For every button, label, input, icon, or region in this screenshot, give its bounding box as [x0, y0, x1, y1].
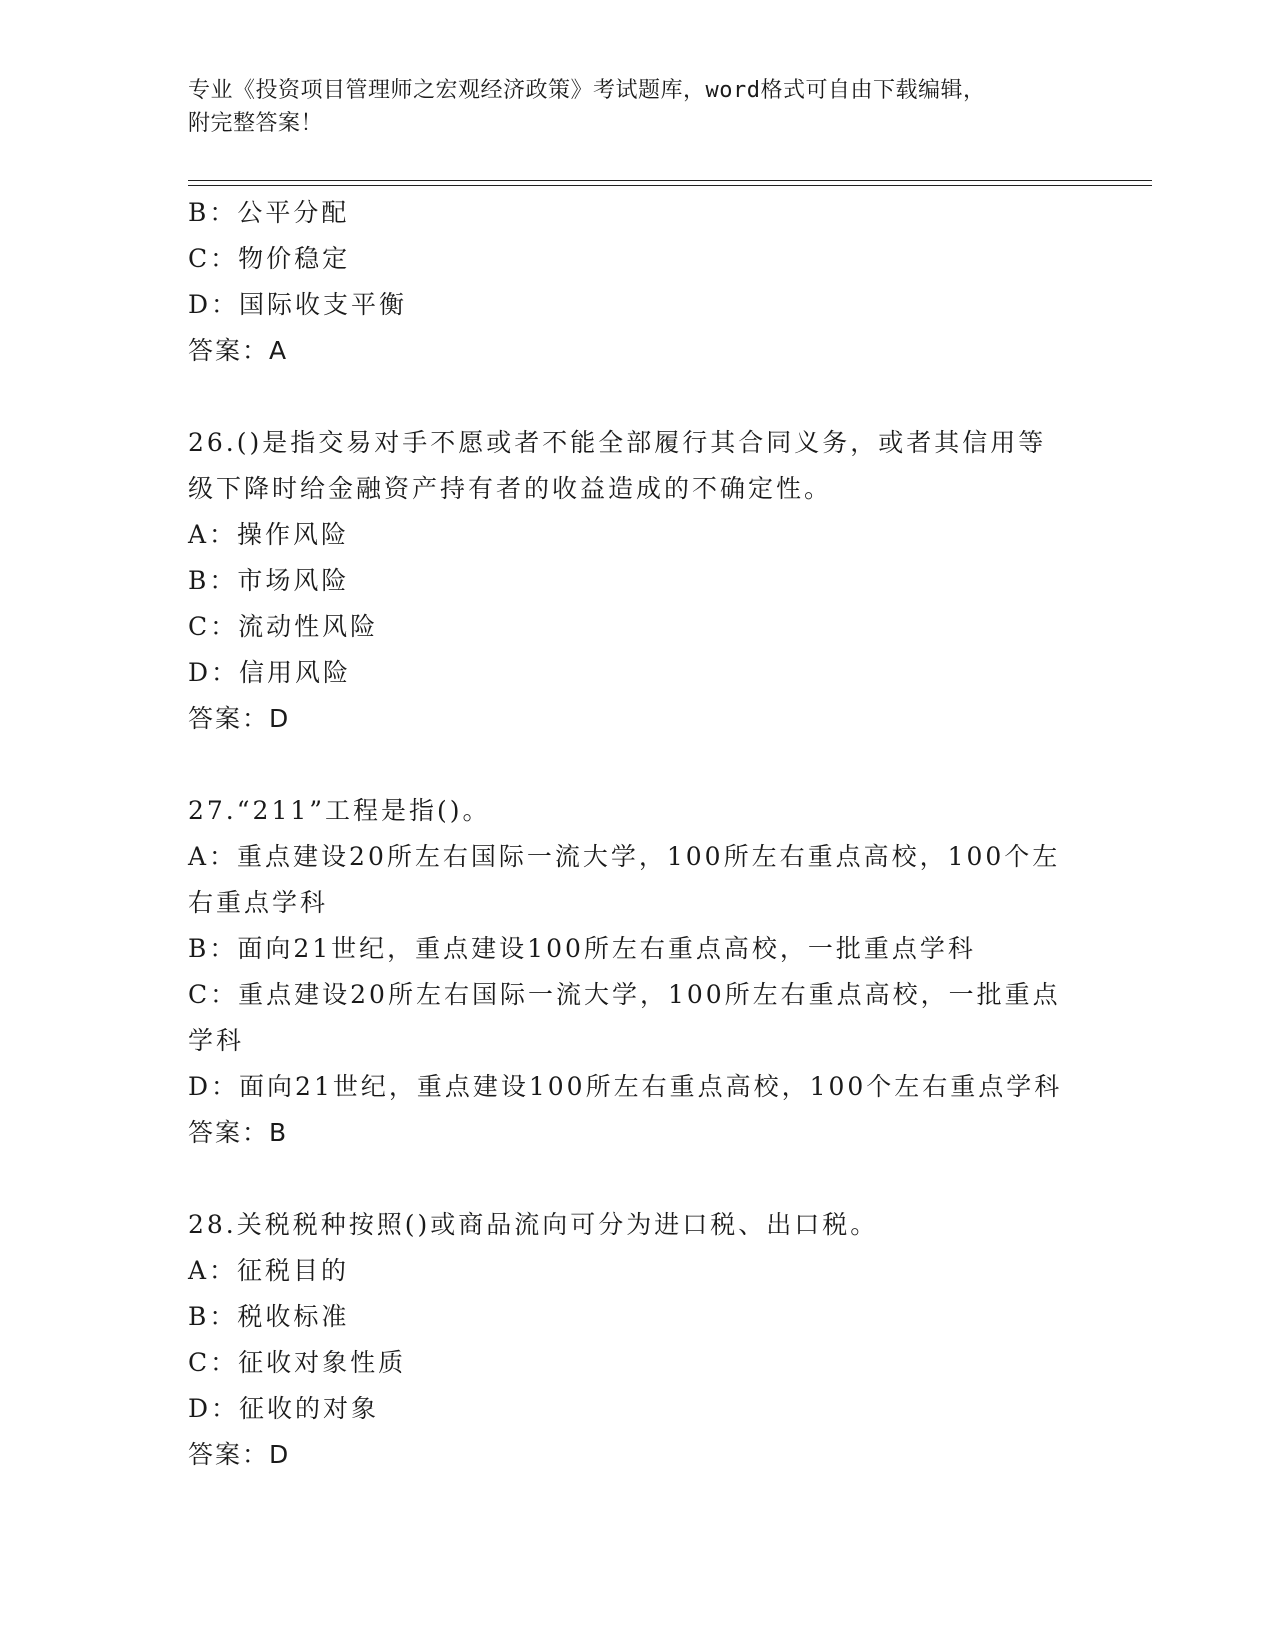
option-d: D：信用风险: [188, 658, 352, 687]
option-b: B：市场风险: [188, 566, 350, 595]
question-28: [188, 1202, 1088, 1478]
question-25-tail: [188, 190, 1088, 374]
question-27: [188, 788, 1088, 1156]
option-c-continued: 学科: [188, 1026, 245, 1055]
question-26: [188, 420, 1088, 742]
document-header: [188, 74, 1068, 140]
answer: 答案：A: [188, 336, 289, 365]
option-a: A：征税目的: [188, 1256, 350, 1285]
option-b: B：税收标准: [188, 1302, 350, 1331]
option-a: A：操作风险: [188, 520, 350, 549]
answer: 答案：D: [188, 704, 291, 733]
answer: 答案：B: [188, 1118, 289, 1147]
option-c: C：流动性风险: [188, 612, 379, 641]
question-stem: 28.关税税种按照()或商品流向可分为进口税、出口税。: [188, 1210, 879, 1239]
option-b: B：面向21世纪，重点建设100所左右重点高校，一批重点学科: [188, 934, 976, 963]
option-a: A：重点建设20所左右国际一流大学，100所左右重点高校，100个左: [188, 842, 1061, 871]
option-d: D：国际收支平衡: [188, 290, 408, 319]
option-c: C：物价稳定: [188, 244, 351, 273]
question-stem-continued: 级下降时给金融资产持有者的收益造成的不确定性。: [188, 474, 833, 503]
option-b: B：公平分配: [188, 198, 350, 227]
option-a-continued: 右重点学科: [188, 888, 329, 917]
option-c: C：征收对象性质: [188, 1348, 407, 1377]
header-line-2: 附完整答案！: [188, 111, 324, 136]
question-stem: 26.()是指交易对手不愿或者不能全部履行其合同义务，或者其信用等: [188, 428, 1047, 457]
option-d: D：征收的对象: [188, 1394, 380, 1423]
header-line-1: 专业《投资项目管理师之宏观经济政策》考试题库，word格式可自由下载编辑，: [188, 78, 986, 103]
header-divider-top: [188, 180, 1152, 181]
option-d: D：面向21世纪，重点建设100所左右重点高校，100个左右重点学科: [188, 1072, 1063, 1101]
option-c: C：重点建设20所左右国际一流大学，100所左右重点高校，一批重点: [188, 980, 1061, 1009]
header-divider-bottom: [188, 185, 1152, 186]
answer: 答案：D: [188, 1440, 291, 1469]
question-list: [188, 190, 1088, 1478]
question-stem: 27.“211”工程是指()。: [188, 796, 491, 825]
